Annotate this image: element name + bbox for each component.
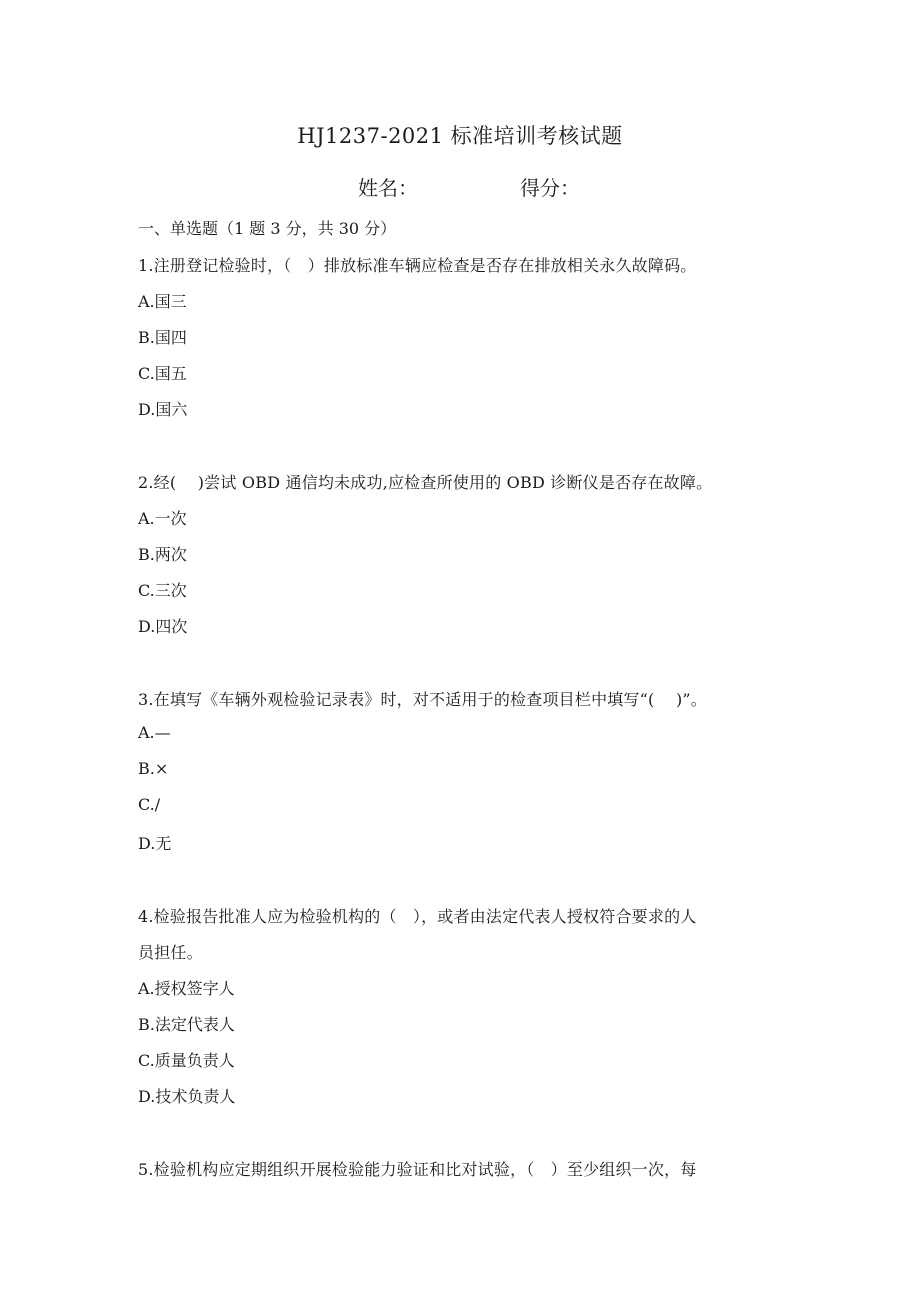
question-4-stem-line-1: 4.检验报告批准人应为检验机构的（ ），或者由法定代表人授权符合要求的人 <box>138 907 697 926</box>
question-5-stem: 5.检验机构应定期组织开展检验能力验证和比对试验，（ ）至少组织一次，每 <box>138 1160 697 1179</box>
question-1-option-d: D.国六 <box>138 400 188 419</box>
question-4-stem-line-2: 员担任。 <box>138 943 203 962</box>
question-3-stem: 3.在填写《车辆外观检验记录表》时，对不适用于的检查项目栏中填写“( )”。 <box>138 690 707 709</box>
question-1-option-a: A.国三 <box>138 292 187 311</box>
question-4-option-a: A.授权签字人 <box>138 979 235 998</box>
question-2-option-b: B.两次 <box>138 545 187 564</box>
question-3-option-c: C./ <box>138 795 161 814</box>
name-label: 姓名： <box>358 176 418 200</box>
question-2-option-d: D.四次 <box>138 617 188 636</box>
question-4-option-d: D.技术负责人 <box>138 1087 236 1106</box>
question-2-option-c: C.三次 <box>138 581 187 600</box>
question-1-stem: 1.注册登记检验时，（ ）排放标准车辆应检查是否存在排放相关永久故障码。 <box>138 256 697 275</box>
question-3-option-a: A.— <box>138 723 171 742</box>
question-3-option-d: D.无 <box>138 834 172 853</box>
question-1-option-b: B.国四 <box>138 328 187 347</box>
question-4-option-c: C.质量负责人 <box>138 1051 235 1070</box>
score-label: 得分： <box>520 176 580 200</box>
section-heading: 一、单选题（1 题 3 分，共 30 分） <box>138 219 397 238</box>
question-3-option-b: B.× <box>138 759 169 778</box>
question-2-option-a: A.一次 <box>138 509 187 528</box>
question-1-option-c: C.国五 <box>138 364 187 383</box>
question-2-stem: 2.经( )尝试 OBD 通信均未成功,应检查所使用的 OBD 诊断仪是否存在故障。 <box>138 473 713 492</box>
page-title: HJ1237-2021 标准培训考核试题 <box>297 124 623 148</box>
question-4-option-b: B.法定代表人 <box>138 1015 235 1034</box>
